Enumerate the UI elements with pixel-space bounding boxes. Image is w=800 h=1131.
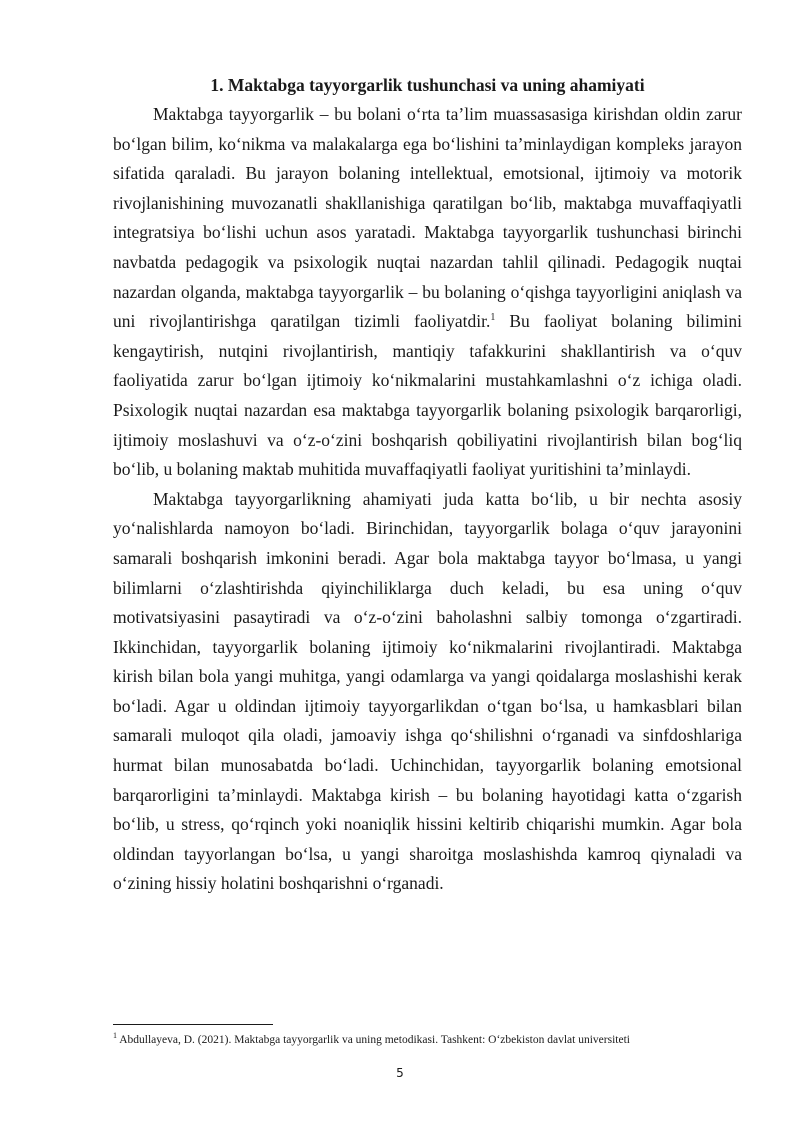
footnote-text: Abdullayeva, D. (2021). Maktabga tayyorgarlik va uning metodikasi. Tashkent: O‘zbekiston davlat universiteti bbox=[117, 1034, 630, 1046]
paragraph-2: Maktabga tayyorgarlikning ahamiyati juda katta bo‘lib, u bir nechta asosiy yo‘nalishlarda namoyon bo‘ladi. Birinchidan, tayyorgarlik bolaga o‘quv jarayonini samarali boshqarish imkonini beradi. Agar bola maktabga tayyor bo‘lmasa, u yangi bilimlarni o‘zlashtirishda qiyinchiliklarga duch keladi, bu esa uning o‘quv motivatsiyasini pasaytiradi va o‘z-o‘zini baholashni salbiy tomonga o‘zgartiradi. Ikkinchidan, tayyorgarlik bolaning ijtimoiy ko‘nikmalarini rivojlantiradi. Maktabga kirish bilan bola yangi muhitga, yangi odamlarga va yangi qoidalarga moslashishi kerak bo‘ladi. Agar u oldindan ijtimoiy tayyorgarlikdan o‘tgan bo‘lsa, u hamkasblari bilan samarali muloqot qila oladi, jamoaviy ishga qo‘shilishni o‘rganadi va sinfdoshlariga hurmat bilan munosabatda bo‘ladi. Uchinchidan, tayyorgarlik bolaning emotsional barqarorligini ta’minlaydi. Maktabga kirish – bu bolaning hayotidagi katta o‘zgarish bo‘lib, u stress, qo‘rqinch yoki noaniqlik hissini keltirib chiqarishi mumkin. Agar bola oldindan tayyorlangan bo‘lsa, u yangi sharoitga moslashishda kamroq qiynaladi va o‘zining hissiy holatini boshqarishni o‘rganadi. bbox=[113, 488, 742, 894]
page-body bbox=[113, 70, 742, 899]
footnote-reference[interactable]: 1 bbox=[490, 312, 496, 324]
paragraph-1 bbox=[113, 100, 742, 485]
footnote-separator bbox=[113, 1024, 273, 1025]
footnote bbox=[113, 1032, 753, 1048]
footnote-number: 1 bbox=[113, 1031, 117, 1041]
page-number: 5 bbox=[396, 1066, 404, 1080]
section-heading: 1. Maktabga tayyorgarlik tushunchasi va uning ahamiyati bbox=[210, 75, 645, 95]
paragraph-1-continued: Bu faoliyat bolaning bilimini kengaytirish, nutqini rivojlantirish, mantiqiy tafakkurini shakllantirish va o‘quv faoliyatida zarur bo‘lgan ijtimoiy ko‘nikmalarini mustahkamlashni o‘z ichiga oladi. Psixologik nuqtai nazardan esa maktabga tayyorgarlik bolaning psixologik barqarorligi, ijtimoiy moslashuvi va o‘z-o‘zini boshqarish qobiliyatini rivojlantirish bilan bog‘liq bo‘lib, u bolaning maktab muhitida muvaffaqiyatli faoliyat yuritishini ta’minlaydi. bbox=[113, 311, 742, 480]
paragraph-1-text: Maktabga tayyorgarlik – bu bolani o‘rta ta’lim muassasasiga kirishdan oldin zarur bo‘lgan bilim, ko‘nikma va malakalarga ega bo‘lishini ta’minlaydigan kompleks jarayon sifatida qaraladi. Bu jarayon bolaning intellektual, emotsional, ijtimoiy va motorik rivojlanishining muvozanatli shakllanishiga qaratilgan bo‘lib, maktabga muvaffaqiyatli integratsiya bo‘lishi uchun asos yaratadi. Maktabga tayyorgarlik tushunchasi birinchi navbatda pedagogik va psixologik nuqtai nazardan tahlil qilinadi. Pedagogik nuqtai nazardan olganda, maktabga tayyorgarlik – bu bolaning o‘qishga tayyorligini aniqlash va uni rivojlantirishga qaratilgan tizimli faoliyatdir. bbox=[113, 104, 742, 332]
